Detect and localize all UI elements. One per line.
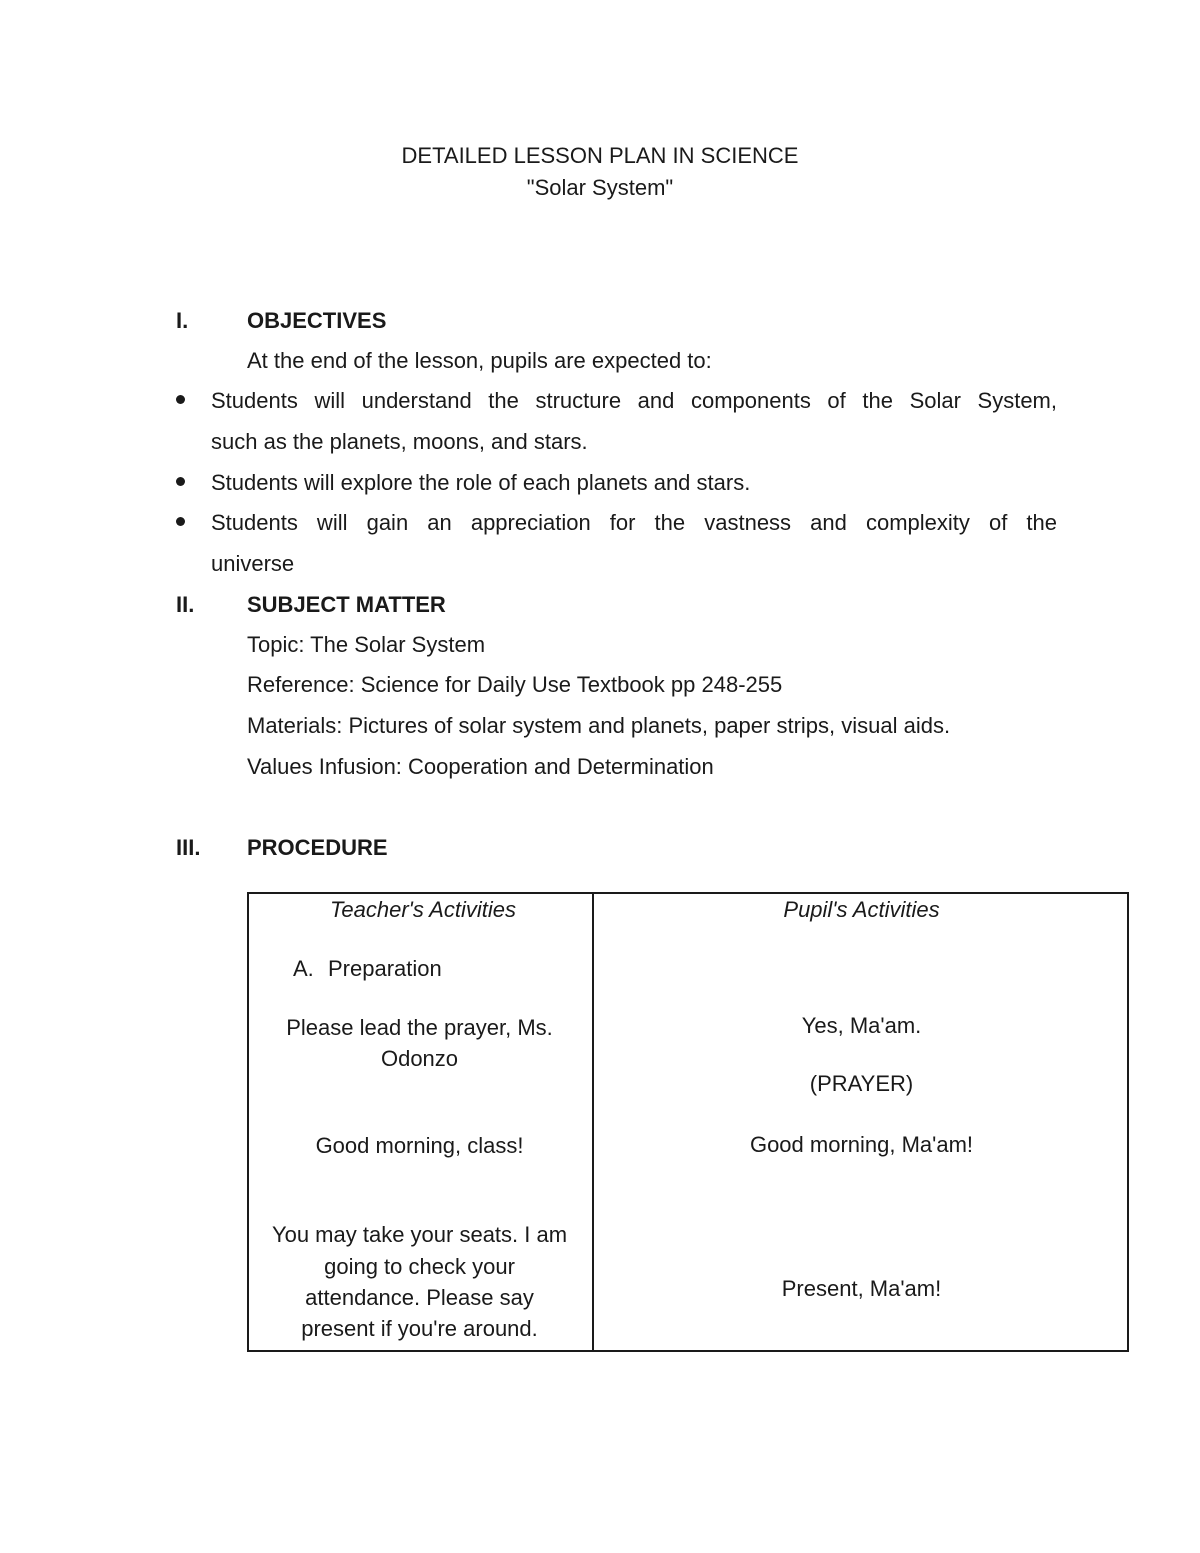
section-numeral-objectives: I. — [176, 308, 189, 333]
teacher-attendance-line-4: present if you're around. — [301, 1316, 538, 1341]
subject-materials: Materials: Pictures of solar system and planets, paper strips, visual aids. — [247, 713, 951, 738]
objective-1-line-2: such as the planets, moons, and stars. — [211, 429, 588, 454]
objective-3-line-2: universe — [211, 551, 295, 576]
teacher-attendance-line-3: attendance. Please say — [305, 1285, 534, 1310]
section-heading-procedure: PROCEDURE — [247, 835, 388, 860]
objective-1-line-1: Students will understand the structure and components of the Solar System, — [211, 388, 1057, 413]
subject-values: Values Infusion: Cooperation and Determination — [247, 754, 714, 779]
section-numeral-subject-matter: II. — [176, 592, 195, 617]
bullet-dot-3 — [176, 517, 185, 526]
pupil-attendance-response: Present, Ma'am! — [781, 1276, 942, 1301]
teacher-attendance-line-1: You may take your seats. I am — [271, 1222, 568, 1247]
teacher-prayer-line-1: Please lead the prayer, Ms. — [286, 1015, 553, 1040]
pupil-greeting: Good morning, Ma'am! — [749, 1132, 974, 1157]
pupil-prayer-action: (PRAYER) — [809, 1071, 914, 1096]
teacher-attendance-line-2: going to check your — [324, 1254, 515, 1279]
subject-reference: Reference: Science for Daily Use Textbook pp 248-255 — [247, 672, 783, 697]
teacher-greeting: Good morning, class! — [315, 1133, 524, 1158]
objective-3-line-1: Students will gain an appreciation for the vastness and complexity of the — [211, 510, 1057, 535]
preparation-label: Preparation — [328, 956, 442, 981]
column-header-pupil: Pupil's Activities — [783, 897, 940, 922]
objective-2-line-1: Students will explore the role of each planets and stars. — [211, 470, 751, 495]
section-heading-objectives: OBJECTIVES — [247, 308, 387, 333]
pupil-prayer-response: Yes, Ma'am. — [801, 1013, 922, 1038]
preparation-letter: A. — [293, 956, 314, 981]
column-header-teacher: Teacher's Activities — [330, 897, 516, 922]
document-subtitle: "Solar System" — [526, 175, 674, 200]
bullet-dot-2 — [176, 477, 185, 486]
teacher-prayer-line-2: Odonzo — [380, 1046, 459, 1071]
section-heading-subject-matter: SUBJECT MATTER — [247, 592, 446, 617]
bullet-dot-1 — [176, 395, 185, 404]
objectives-intro: At the end of the lesson, pupils are expected to: — [247, 348, 712, 373]
document-title: DETAILED LESSON PLAN IN SCIENCE — [401, 143, 799, 168]
section-numeral-procedure: III. — [176, 835, 201, 860]
subject-topic: Topic: The Solar System — [247, 632, 486, 657]
